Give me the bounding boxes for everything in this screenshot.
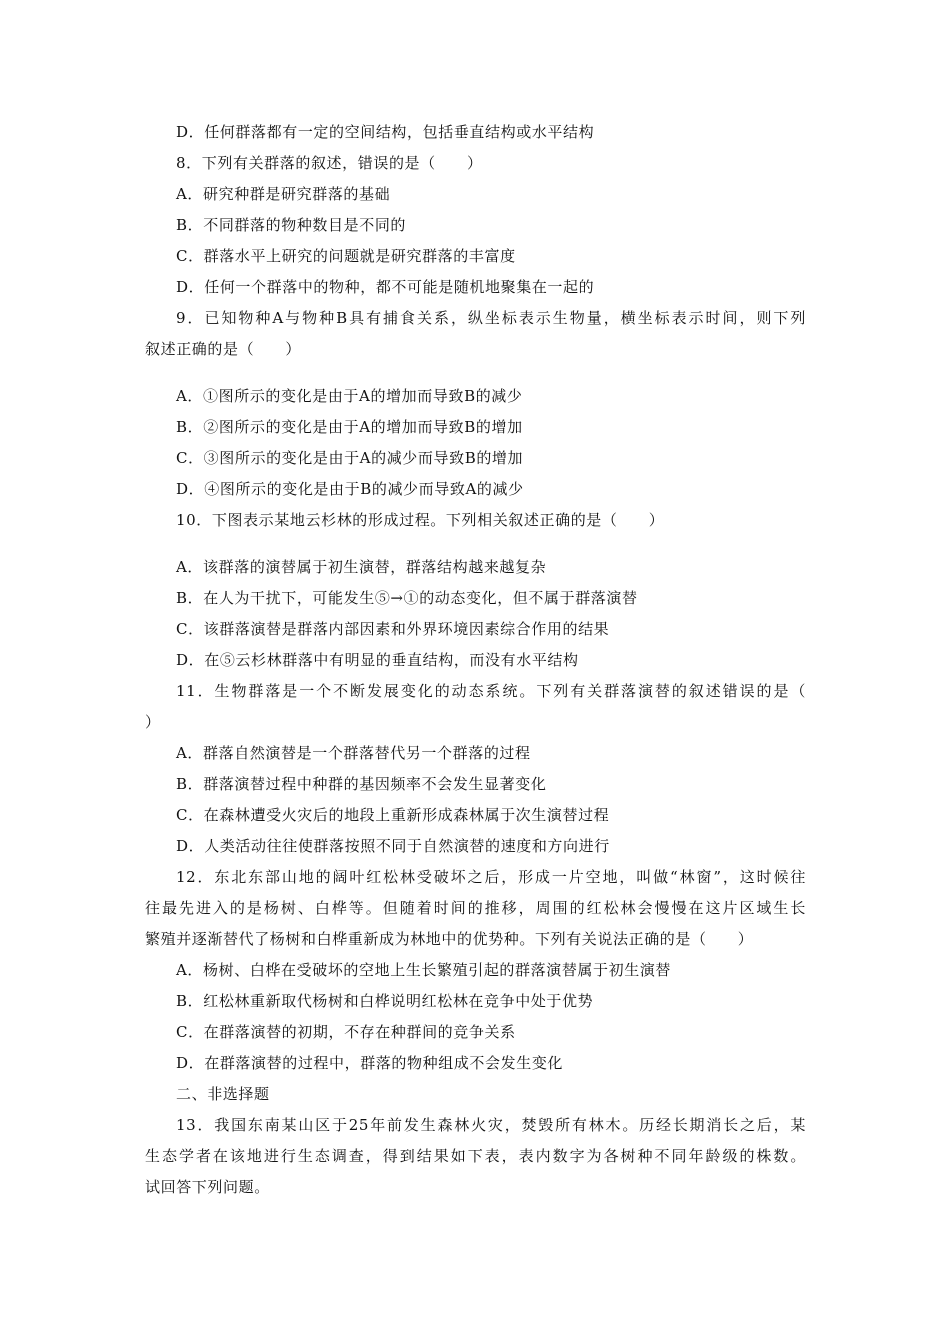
q12-stem-line2: 往最先进入的是杨树、白桦等。但随着时间的推移，周围的红松林会慢慢在这片区域生长 <box>145 899 806 917</box>
q12-option-a: A．杨树、白桦在受破坏的空地上生长繁殖引起的群落演替属于初生演替 <box>176 961 672 979</box>
q8-option-a: A．研究种群是研究群落的基础 <box>176 185 391 203</box>
q9-option-a: A．①图所示的变化是由于A的增加而导致B的减少 <box>176 387 523 405</box>
q13-stem-line3: 试回答下列问题。 <box>145 1178 270 1196</box>
q13-stem-line2: 生态学者在该地进行生态调查，得到结果如下表，表内数字为各树种不同年龄级的株数。 <box>145 1147 806 1165</box>
q9-option-b: B．②图所示的变化是由于A的增加而导致B的增加 <box>176 418 523 436</box>
q9-option-d: D．④图所示的变化是由于B的减少而导致A的减少 <box>176 480 524 498</box>
q8-option-c: C．群落水平上研究的问题就是研究群落的丰富度 <box>176 247 516 265</box>
q11-option-b: B．群落演替过程中种群的基因频率不会发生显著变化 <box>176 775 547 793</box>
q11-option-d: D．人类活动往往使群落按照不同于自然演替的速度和方向进行 <box>176 837 610 855</box>
q9-stem-line2: 叙述正确的是（ ） <box>145 340 302 358</box>
q12-stem-line3: 繁殖并逐渐替代了杨树和白桦重新成为林地中的优势种。下列有关说法正确的是（ ） <box>145 930 754 948</box>
q8-stem: 8．下列有关群落的叙述，错误的是（ ） <box>176 154 483 172</box>
q11-stem-line2: ） <box>145 713 161 731</box>
q8-option-d: D．任何一个群落中的物种，都不可能是随机地聚集在一起的 <box>176 278 595 296</box>
q9-stem-line1: 9．已知物种A与物种B具有捕食关系，纵坐标表示生物量，横坐标表示时间，则下列 <box>176 309 806 327</box>
q11-option-a: A．群落自然演替是一个群落替代另一个群落的过程 <box>176 744 531 762</box>
q10-stem: 10．下图表示某地云杉林的形成过程。下列相关叙述正确的是（ ） <box>176 511 665 529</box>
q12-option-d: D．在群落演替的过程中，群落的物种组成不会发生变化 <box>176 1054 564 1072</box>
q10-option-d: D．在⑤云杉林群落中有明显的垂直结构，而没有水平结构 <box>176 651 579 669</box>
q9-option-c: C．③图所示的变化是由于A的减少而导致B的增加 <box>176 449 524 467</box>
q13-stem-line1: 13．我国东南某山区于25年前发生森林火灾，焚毁所有林木。历经长期消长之后，某 <box>176 1116 806 1134</box>
q12-stem-line1: 12．东北东部山地的阔叶红松林受破坏之后，形成一片空地，叫做“林窗”，这时候往 <box>176 868 806 886</box>
q12-option-c: C．在群落演替的初期，不存在种群间的竞争关系 <box>176 1023 516 1041</box>
q10-option-b: B．在人为干扰下，可能发生⑤→①的动态变化，但不属于群落演替 <box>176 589 638 607</box>
q10-option-c: C．该群落演替是群落内部因素和外界环境因素综合作用的结果 <box>176 620 610 638</box>
q12-option-b: B．红松林重新取代杨树和白桦说明红松林在竞争中处于优势 <box>176 992 594 1010</box>
q8-option-b: B．不同群落的物种数目是不同的 <box>176 216 407 234</box>
section-heading-non-choice: 二、非选择题 <box>176 1085 270 1103</box>
q7-option-d: D．任何群落都有一定的空间结构，包括垂直结构或水平结构 <box>176 123 595 141</box>
q11-stem-line1: 11．生物群落是一个不断发展变化的动态系统。下列有关群落演替的叙述错误的是（ <box>176 682 806 700</box>
q10-option-a: A．该群落的演替属于初生演替，群落结构越来越复杂 <box>176 558 547 576</box>
q11-option-c: C．在森林遭受火灾后的地段上重新形成森林属于次生演替过程 <box>176 806 610 824</box>
